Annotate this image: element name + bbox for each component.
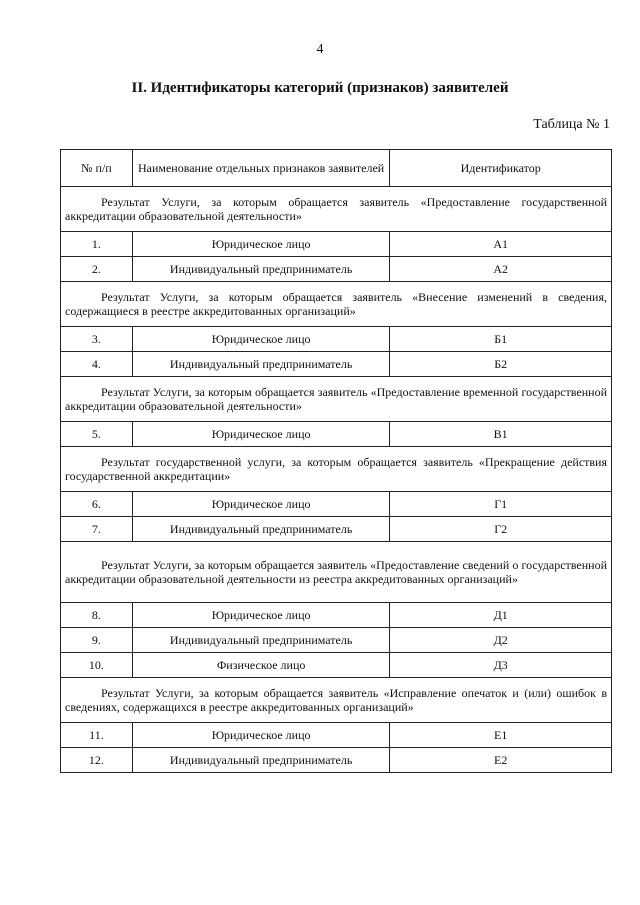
cell-num: 4. (61, 352, 133, 377)
cell-identifier: Д2 (390, 628, 612, 653)
result-row (61, 377, 612, 422)
page-number: 4 (316, 42, 324, 57)
header-id: Идентификатор (390, 150, 612, 187)
cell-identifier: Б2 (390, 352, 612, 377)
cell-name: Юридическое лицо (132, 422, 390, 447)
cell-identifier: Е1 (390, 723, 612, 748)
table-row (61, 257, 612, 282)
result-text: Результат Услуги, за которым обращается заявитель «Исправление опечаток и (или) ошибок в сведениях, содержащихся в реестре аккредитованных организаций» (61, 678, 612, 723)
cell-identifier: В1 (390, 422, 612, 447)
result-row (61, 187, 612, 232)
cell-num: 8. (61, 603, 133, 628)
table-row (61, 232, 612, 257)
table-row (61, 628, 612, 653)
cell-num: 5. (61, 422, 133, 447)
cell-num: 12. (61, 748, 133, 773)
cell-identifier: Д1 (390, 603, 612, 628)
cell-name: Индивидуальный предприниматель (132, 748, 390, 773)
result-row (61, 447, 612, 492)
cell-num: 7. (61, 517, 133, 542)
cell-name: Физическое лицо (132, 653, 390, 678)
identifiers-table (60, 149, 612, 773)
result-text: Результат Услуги, за которым обращается заявитель «Предоставление сведений о государственной аккредитации образовательной деятельности из реестра аккредитованных организаций» (61, 542, 612, 603)
result-text: Результат государственной услуги, за которым обращается заявитель «Прекращение действия государственной аккредитации» (61, 447, 612, 492)
table-row (61, 327, 612, 352)
result-row (61, 542, 612, 603)
table-row (61, 492, 612, 517)
cell-num: 2. (61, 257, 133, 282)
cell-identifier: А1 (390, 232, 612, 257)
header-name: Наименование отдельных признаков заявителей (132, 150, 390, 187)
cell-num: 9. (61, 628, 133, 653)
result-text: Результат Услуги, за которым обращается заявитель «Внесение изменений в сведения, содержащиеся в реестре аккредитованных организаций» (61, 282, 612, 327)
cell-name: Юридическое лицо (132, 232, 390, 257)
result-row (61, 678, 612, 723)
cell-num: 3. (61, 327, 133, 352)
cell-identifier: Д3 (390, 653, 612, 678)
cell-name: Индивидуальный предприниматель (132, 628, 390, 653)
result-text: Результат Услуги, за которым обращается заявитель «Предоставление временной государственной аккредитации образовательной деятельности» (61, 377, 612, 422)
table-row (61, 723, 612, 748)
table-row (61, 603, 612, 628)
table-header-row (61, 150, 612, 187)
header-num: № п/п (61, 150, 133, 187)
cell-num: 10. (61, 653, 133, 678)
cell-identifier: Г1 (390, 492, 612, 517)
cell-identifier: Г2 (390, 517, 612, 542)
cell-name: Юридическое лицо (132, 603, 390, 628)
cell-name: Индивидуальный предприниматель (132, 352, 390, 377)
cell-name: Индивидуальный предприниматель (132, 517, 390, 542)
cell-identifier: Е2 (390, 748, 612, 773)
cell-num: 11. (61, 723, 133, 748)
table-row (61, 653, 612, 678)
table-caption: Таблица № 1 (533, 117, 610, 132)
cell-name: Юридическое лицо (132, 327, 390, 352)
cell-name: Индивидуальный предприниматель (132, 257, 390, 282)
cell-name: Юридическое лицо (132, 723, 390, 748)
table-row (61, 517, 612, 542)
table-row (61, 748, 612, 773)
table-row (61, 352, 612, 377)
cell-identifier: А2 (390, 257, 612, 282)
result-text: Результат Услуги, за которым обращается заявитель «Предоставление государственной аккредитации образовательной деятельности» (61, 187, 612, 232)
cell-num: 1. (61, 232, 133, 257)
table-row (61, 422, 612, 447)
section-title: II. Идентификаторы категорий (признаков) заявителей (131, 80, 509, 96)
cell-num: 6. (61, 492, 133, 517)
result-row (61, 282, 612, 327)
cell-name: Юридическое лицо (132, 492, 390, 517)
cell-identifier: Б1 (390, 327, 612, 352)
